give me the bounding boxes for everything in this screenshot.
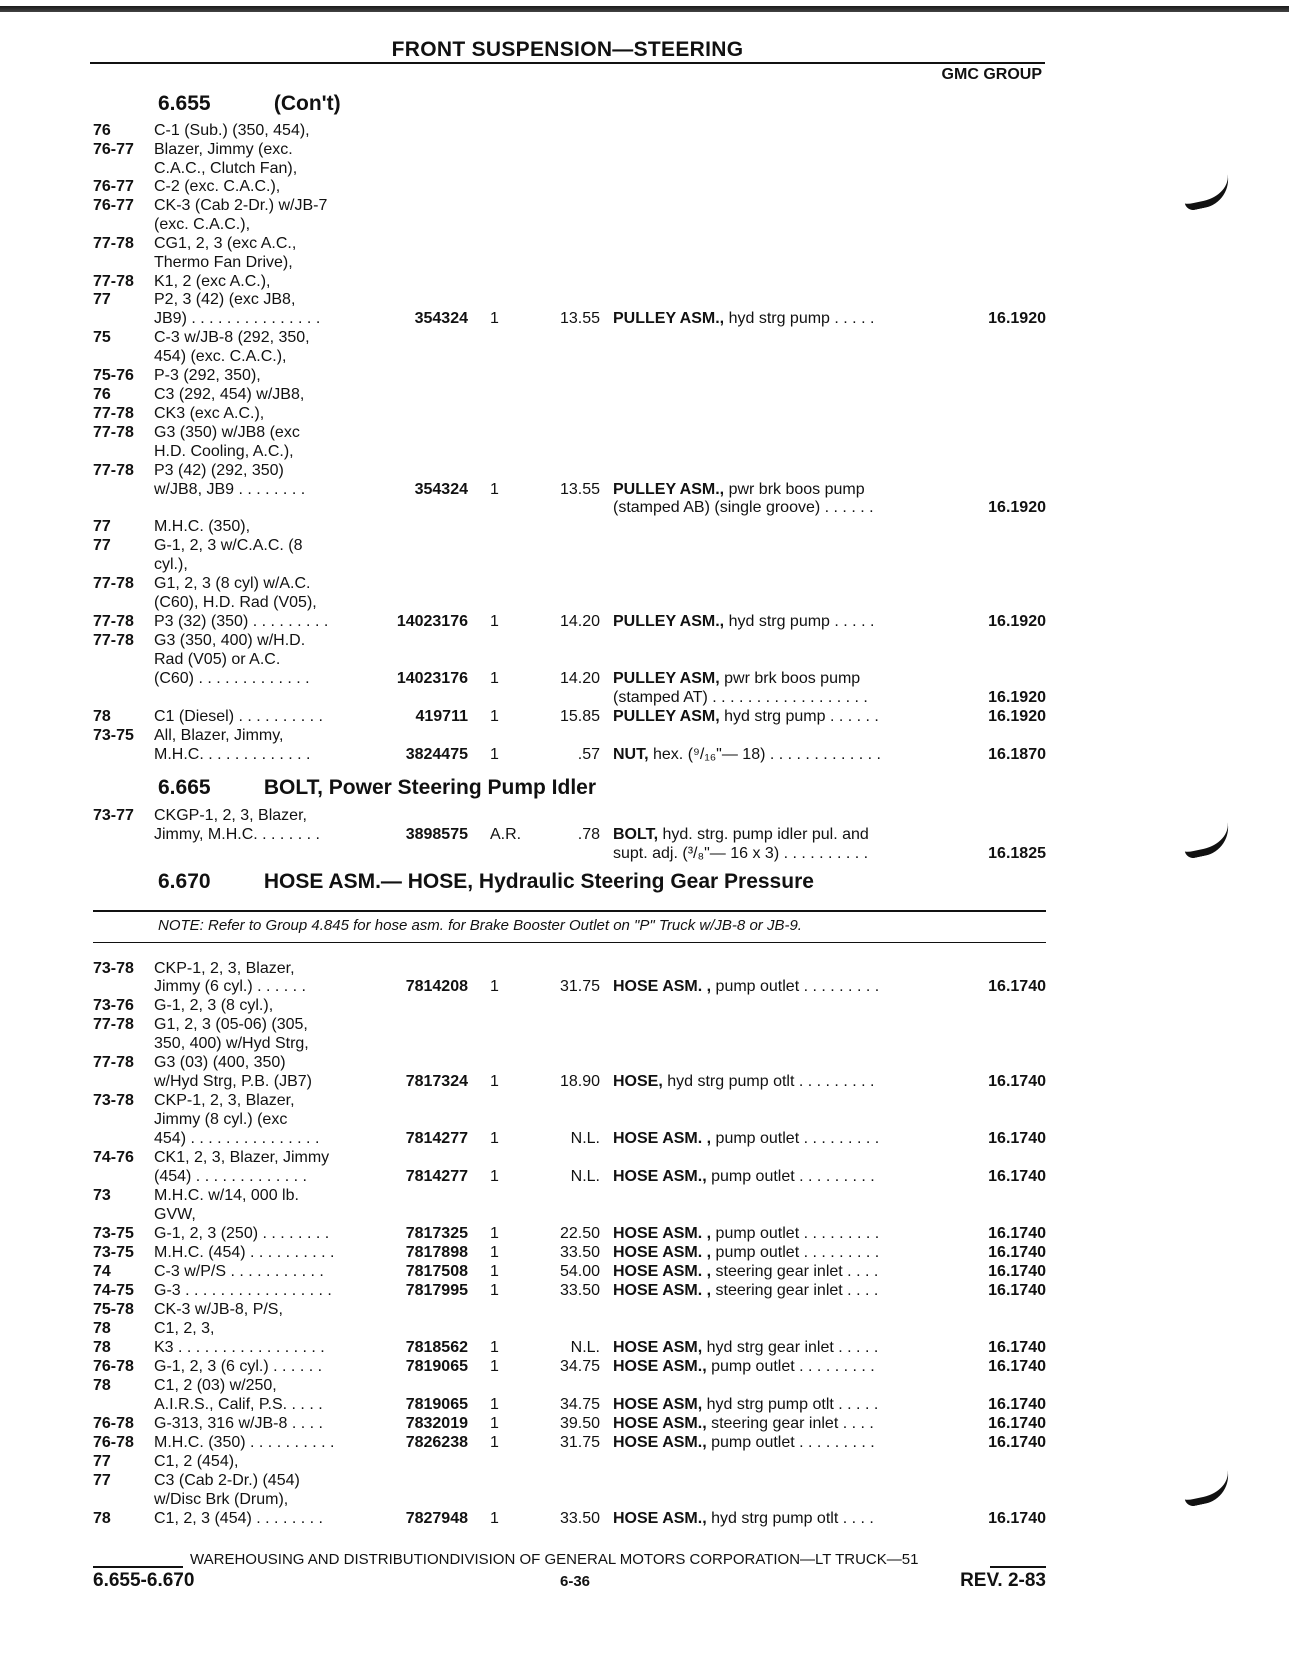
quantity: 1 [490, 1168, 499, 1185]
application: C1, 2, 3, [154, 1320, 215, 1337]
application: M.H.C. (350), [154, 518, 251, 535]
description [613, 1243, 879, 1262]
group-code: 16.1740 [988, 978, 1046, 995]
description-detail: hyd strg pump . . . . . [724, 310, 875, 327]
description [613, 480, 865, 499]
model-years: 77-78 [93, 1016, 134, 1033]
group-code: 16.1740 [988, 1130, 1046, 1147]
description-detail: hyd strg pump . . . . . [724, 613, 875, 630]
footer-revision: REV. 2-83 [960, 1570, 1046, 1591]
application: C.A.C., Clutch Fan), [154, 160, 298, 177]
description-detail: hyd strg pump otlt . . . . . . . . . [662, 1073, 875, 1090]
part-number: 419711 [415, 708, 468, 725]
quantity: 1 [490, 746, 499, 763]
model-years: 77 [93, 537, 111, 554]
quantity: 1 [490, 708, 499, 725]
application: Jimmy, M.H.C. . . . . . . . [154, 826, 320, 843]
part-number: 7818562 [405, 1339, 468, 1356]
quantity: 1 [490, 670, 499, 687]
part-number: 7817508 [405, 1263, 468, 1280]
group-code: 16.1740 [988, 1358, 1046, 1375]
model-years: 77-78 [93, 273, 134, 290]
binder-hole-mark [1181, 821, 1234, 859]
group-label: GMC GROUP [941, 66, 1042, 83]
application: All, Blazer, Jimmy, [154, 727, 284, 744]
group-code: 16.1740 [988, 1225, 1046, 1242]
quantity: 1 [490, 613, 499, 630]
group-code: 16.1740 [988, 1282, 1046, 1299]
price: 13.55 [559, 481, 600, 498]
application: G-1, 2, 3 (250) . . . . . . . . [154, 1225, 330, 1242]
part-number: 7826238 [405, 1434, 468, 1451]
application: G-1, 2, 3 (6 cyl.) . . . . . . [154, 1358, 323, 1375]
group-code: 16.1920 [988, 708, 1046, 725]
application: M.H.C. (350) . . . . . . . . . . [154, 1434, 335, 1451]
quantity: 1 [490, 1282, 499, 1299]
footer-section-range: 6.655-6.670 [93, 1570, 195, 1591]
application: CKP-1, 2, 3, Blazer, [154, 1092, 295, 1109]
model-years: 73-78 [93, 960, 134, 977]
model-years: 77-78 [93, 1054, 134, 1071]
model-years: 74-76 [93, 1149, 134, 1166]
section-number: 6.670 [158, 870, 211, 893]
description [613, 1395, 878, 1414]
application: C-3 w/P/S . . . . . . . . . . . [154, 1263, 324, 1280]
model-years: 76-78 [93, 1434, 134, 1451]
part-number: 354324 [414, 481, 468, 498]
price: 31.75 [559, 1434, 600, 1451]
model-years: 73-76 [93, 997, 134, 1014]
application: C-3 w/JB-8 (292, 350, [154, 329, 310, 346]
description-detail: (stamped AT) . . . . . . . . . . . . . . . . . . [613, 689, 868, 706]
note-text: NOTE: Refer to Group 4.845 for hose asm. for Brake Booster Outlet on "P" Truck w/JB-8 or JB-9. [158, 917, 802, 934]
binder-hole-mark [1181, 173, 1234, 211]
application: G3 (350, 400) w/H.D. [154, 632, 306, 649]
quantity: 1 [490, 1130, 499, 1147]
price: 15.85 [559, 708, 600, 725]
model-years: 77 [93, 291, 111, 308]
application: (exc. C.A.C.), [154, 216, 251, 233]
part-number: 7819065 [405, 1396, 468, 1413]
application: H.D. Cooling, A.C.), [154, 443, 294, 460]
application: K1, 2 (exc A.C.), [154, 273, 271, 290]
application: JB9) . . . . . . . . . . . . . . . [154, 310, 321, 327]
description [613, 745, 881, 764]
description-detail: pump outlet . . . . . . . . . [711, 1130, 880, 1147]
description-detail: pump outlet . . . . . . . . . [711, 1225, 880, 1242]
description-name: HOSE ASM, [613, 1339, 703, 1356]
description [613, 688, 868, 707]
application: P2, 3 (42) (exc JB8, [154, 291, 296, 308]
quantity: 1 [490, 310, 499, 327]
application: C3 (292, 454) w/JB8, [154, 386, 305, 403]
application: M.H.C. w/14, 000 lb. [154, 1187, 299, 1204]
model-years: 78 [93, 1510, 111, 1527]
model-years: 77-78 [93, 462, 134, 479]
description [613, 1167, 875, 1186]
part-number: 14023176 [396, 670, 468, 687]
part-number: 3898575 [405, 826, 468, 843]
description-detail: (stamped AB) (single groove) . . . . . . [613, 499, 874, 516]
model-years: 75 [93, 329, 111, 346]
description-name: HOSE ASM. , [613, 1130, 712, 1147]
description-detail: hyd strg pump . . . . . . [719, 708, 879, 725]
model-years: 76-78 [93, 1358, 134, 1375]
description-detail: pump outlet . . . . . . . . . [706, 1358, 875, 1375]
part-number: 3824475 [405, 746, 468, 763]
section-title: (Con't) [273, 92, 341, 115]
part-number: 14023176 [396, 613, 468, 630]
price: N.L. [570, 1339, 600, 1356]
description-detail: steering gear inlet . . . . [711, 1263, 879, 1280]
price: 14.20 [559, 670, 600, 687]
model-years: 73-78 [93, 1092, 134, 1109]
group-code: 16.1920 [988, 613, 1046, 630]
group-code: 16.1825 [988, 845, 1046, 862]
description [613, 1338, 878, 1357]
application: A.I.R.S., Calif, P.S. . . . . [154, 1396, 323, 1413]
description-detail: pump outlet . . . . . . . . . [711, 978, 880, 995]
application: cyl.), [154, 556, 188, 573]
footer-page-number: 6-36 [560, 1573, 591, 1590]
description-name: HOSE ASM., [613, 1415, 707, 1432]
group-code: 16.1740 [988, 1244, 1046, 1261]
description [613, 1129, 879, 1148]
description-name: BOLT, [613, 826, 659, 843]
price: 34.75 [559, 1358, 600, 1375]
description-name: HOSE ASM., [613, 1168, 707, 1185]
price: 31.75 [559, 978, 600, 995]
note-top-rule [93, 910, 1046, 912]
model-years: 75-78 [93, 1301, 134, 1318]
price: 33.50 [559, 1244, 600, 1261]
quantity: 1 [490, 1510, 499, 1527]
title-rule [90, 62, 1045, 64]
price: 22.50 [559, 1225, 600, 1242]
model-years: 74-75 [93, 1282, 134, 1299]
note-bottom-rule [93, 942, 1046, 943]
model-years: 78 [93, 708, 111, 725]
section-title: BOLT, Power Steering Pump Idler [263, 776, 597, 799]
application: Rad (V05) or A.C. [154, 651, 281, 668]
application: Blazer, Jimmy (exc. [154, 141, 293, 158]
application: Jimmy (8 cyl.) (exc [154, 1111, 288, 1128]
description-detail: hyd strg pump otlt . . . . . [702, 1396, 879, 1413]
description [613, 844, 868, 863]
model-years: 73-75 [93, 1244, 134, 1261]
group-code: 16.1920 [988, 310, 1046, 327]
group-code: 16.1740 [988, 1434, 1046, 1451]
group-code: 16.1740 [988, 1510, 1046, 1527]
description-name: HOSE ASM., [613, 1434, 707, 1451]
model-years: 77 [93, 1472, 111, 1489]
application: CK-3 (Cab 2-Dr.) w/JB-7 [154, 197, 328, 214]
quantity: 1 [490, 481, 499, 498]
model-years: 73-75 [93, 1225, 134, 1242]
description [613, 825, 869, 844]
part-number: 7814277 [405, 1130, 468, 1147]
description-name: HOSE, [613, 1073, 663, 1090]
part-number: 7817995 [405, 1282, 468, 1299]
quantity: 1 [490, 1339, 499, 1356]
model-years: 76-77 [93, 178, 134, 195]
description-name: PULLEY ASM., [613, 613, 725, 630]
description-name: HOSE ASM. , [613, 1244, 712, 1261]
part-number: 7817325 [405, 1225, 468, 1242]
group-code: 16.1740 [988, 1339, 1046, 1356]
footer-rule-right [990, 1566, 1046, 1568]
description-name: PULLEY ASM., [613, 481, 725, 498]
application: G3 (350) w/JB8 (exc [154, 424, 300, 441]
model-years: 77-78 [93, 575, 134, 592]
description-name: NUT, [613, 746, 649, 763]
application: C-1 (Sub.) (350, 454), [154, 122, 310, 139]
model-years: 76 [93, 386, 111, 403]
application: CK-3 w/JB-8, P/S, [154, 1301, 283, 1318]
group-code: 16.1740 [988, 1263, 1046, 1280]
application: (C60) . . . . . . . . . . . . . [154, 670, 310, 687]
application: CK1, 2, 3, Blazer, Jimmy [154, 1149, 330, 1166]
model-years: 76-77 [93, 141, 134, 158]
description-detail: hyd. strg. pump idler pul. and [658, 826, 869, 843]
description-name: HOSE ASM. , [613, 1225, 712, 1242]
application: C-2 (exc. C.A.C.), [154, 178, 281, 195]
model-years: 76-77 [93, 197, 134, 214]
group-code: 16.1740 [988, 1073, 1046, 1090]
model-years: 77-78 [93, 424, 134, 441]
quantity: 1 [490, 1415, 499, 1432]
application: C3 (Cab 2-Dr.) (454) [154, 1472, 300, 1489]
price: 33.50 [559, 1282, 600, 1299]
description-name: HOSE ASM. , [613, 1263, 712, 1280]
price: 33.50 [559, 1510, 600, 1527]
model-years: 76-78 [93, 1415, 134, 1432]
price: 14.20 [559, 613, 600, 630]
description [613, 1509, 874, 1528]
application: (454) . . . . . . . . . . . . . [154, 1168, 307, 1185]
application: w/Disc Brk (Drum), [154, 1491, 289, 1508]
description-detail: pwr brk boos pump [719, 670, 861, 687]
quantity: A.R. [490, 826, 522, 843]
description [613, 309, 874, 328]
part-number: 7832019 [405, 1415, 468, 1432]
application: CKP-1, 2, 3, Blazer, [154, 960, 295, 977]
model-years: 77-78 [93, 235, 134, 252]
description [613, 1357, 875, 1376]
description-detail: pump outlet . . . . . . . . . [706, 1434, 875, 1451]
part-number: 354324 [414, 310, 468, 327]
model-years: 76 [93, 122, 111, 139]
description [613, 1433, 875, 1452]
model-years: 77-78 [93, 405, 134, 422]
description [613, 1072, 874, 1091]
application: G1, 2, 3 (05-06) (305, [154, 1016, 308, 1033]
description-detail: hex. (⁹/₁₆"— 18) . . . . . . . . . . . . . [648, 746, 881, 763]
price: .78 [577, 826, 600, 843]
quantity: 1 [490, 978, 499, 995]
description-detail: hyd strg gear inlet . . . . . [702, 1339, 879, 1356]
group-code: 16.1920 [988, 689, 1046, 706]
description-name: HOSE ASM. , [613, 1282, 712, 1299]
application: Thermo Fan Drive), [154, 254, 293, 271]
model-years: 78 [93, 1320, 111, 1337]
description-detail: pump outlet . . . . . . . . . [706, 1168, 875, 1185]
model-years: 73-77 [93, 807, 134, 824]
description-name: HOSE ASM, [613, 1396, 703, 1413]
quantity: 1 [490, 1244, 499, 1261]
application: Jimmy (6 cyl.) . . . . . . [154, 978, 306, 995]
description [613, 1262, 878, 1281]
price: 39.50 [559, 1415, 600, 1432]
part-number: 7814208 [405, 978, 468, 995]
application: C1, 2 (03) w/250, [154, 1377, 277, 1394]
description-detail: steering gear inlet . . . . [711, 1282, 879, 1299]
description [613, 669, 860, 688]
model-years: 77-78 [93, 632, 134, 649]
model-years: 75-76 [93, 367, 134, 384]
application: M.H.C. . . . . . . . . . . . . [154, 746, 311, 763]
application: 454) . . . . . . . . . . . . . . . [154, 1130, 320, 1147]
group-code: 16.1740 [988, 1415, 1046, 1432]
group-code: 16.1920 [988, 499, 1046, 516]
application: G1, 2, 3 (8 cyl) w/A.C. [154, 575, 311, 592]
price: 34.75 [559, 1396, 600, 1413]
description-name: HOSE ASM. , [613, 978, 712, 995]
price: N.L. [570, 1130, 600, 1147]
price: .57 [577, 746, 600, 763]
price: 13.55 [559, 310, 600, 327]
model-years: 73 [93, 1187, 111, 1204]
section-heading-6670 [158, 870, 814, 894]
part-number: 7819065 [405, 1358, 468, 1375]
description [613, 1414, 874, 1433]
application: 350, 400) w/Hyd Strg, [154, 1035, 309, 1052]
description [613, 1224, 879, 1243]
application: C1, 2, 3 (454) . . . . . . . . [154, 1510, 323, 1527]
application: G3 (03) (400, 350) [154, 1054, 286, 1071]
application: K3 . . . . . . . . . . . . . . . . . [154, 1339, 325, 1356]
part-number: 7817898 [405, 1244, 468, 1261]
model-years: 73-75 [93, 727, 134, 744]
application: G-1, 2, 3 (8 cyl.), [154, 997, 274, 1014]
price: N.L. [570, 1168, 600, 1185]
application: P-3 (292, 350), [154, 367, 261, 384]
application: GVW, [154, 1206, 196, 1223]
description-name: PULLEY ASM, [613, 670, 720, 687]
quantity: 1 [490, 1434, 499, 1451]
description [613, 1281, 878, 1300]
group-code: 16.1740 [988, 1168, 1046, 1185]
application: w/Hyd Strg, P.B. (JB7) [154, 1073, 312, 1090]
application: G-1, 2, 3 w/C.A.C. (8 [154, 537, 303, 554]
quantity: 1 [490, 1225, 499, 1242]
price: 18.90 [559, 1073, 600, 1090]
description-detail: supt. adj. (³/₈"— 16 x 3) . . . . . . . . . . [613, 845, 869, 862]
section-title: HOSE ASM.— HOSE, Hydraulic Steering Gear Pressure [263, 870, 814, 893]
application: C1, 2 (454), [154, 1453, 239, 1470]
description-detail: pump outlet . . . . . . . . . [711, 1244, 880, 1261]
description-detail: pwr brk boos pump [724, 481, 865, 498]
group-code: 16.1870 [988, 746, 1046, 763]
application: CKGP-1, 2, 3, Blazer, [154, 807, 307, 824]
model-years: 77 [93, 1453, 111, 1470]
model-years: 77 [93, 518, 111, 535]
application: C1 (Diesel) . . . . . . . . . . [154, 708, 323, 725]
application: P3 (42) (292, 350) [154, 462, 284, 479]
application: G-313, 316 w/JB-8 . . . . [154, 1415, 323, 1432]
description [613, 977, 879, 996]
group-code: 16.1740 [988, 1396, 1046, 1413]
top-edge-bar [0, 6, 1289, 12]
description [613, 612, 874, 631]
model-years: 74 [93, 1263, 111, 1280]
application: CK3 (exc A.C.), [154, 405, 265, 422]
description-name: PULLEY ASM., [613, 310, 725, 327]
binder-hole-mark [1181, 1469, 1234, 1507]
price: 54.00 [559, 1263, 600, 1280]
quantity: 1 [490, 1358, 499, 1375]
application: P3 (32) (350) . . . . . . . . . [154, 613, 329, 630]
application: G-3 . . . . . . . . . . . . . . . . . [154, 1282, 332, 1299]
section-number: 6.665 [158, 776, 211, 799]
model-years: 78 [93, 1377, 111, 1394]
model-years: 77-78 [93, 613, 134, 630]
model-years: 78 [93, 1339, 111, 1356]
description-name: HOSE ASM., [613, 1358, 707, 1375]
section-heading-6655 [158, 92, 341, 116]
quantity: 1 [490, 1396, 499, 1413]
part-number: 7814277 [405, 1168, 468, 1185]
page-title: FRONT SUSPENSION—STEERING [391, 38, 744, 61]
application: 454) (exc. C.A.C.), [154, 348, 287, 365]
description [613, 498, 874, 517]
section-number: 6.655 [158, 92, 211, 115]
part-number: 7827948 [405, 1510, 468, 1527]
application: w/JB8, JB9 . . . . . . . . [154, 481, 306, 498]
quantity: 1 [490, 1073, 499, 1090]
footer-publisher: WAREHOUSING AND DISTRIBUTIONDIVISION OF GENERAL MOTORS CORPORATION—LT TRUCK—51 [190, 1551, 919, 1568]
footer-rule-left [93, 1566, 183, 1568]
description [613, 707, 879, 726]
quantity: 1 [490, 1263, 499, 1280]
part-number: 7817324 [405, 1073, 468, 1090]
section-heading-6665 [158, 776, 596, 800]
description-detail: hyd strg pump otlt . . . . [706, 1510, 874, 1527]
application: M.H.C. (454) . . . . . . . . . . [154, 1244, 335, 1261]
description-name: PULLEY ASM, [613, 708, 720, 725]
application: CG1, 2, 3 (exc A.C., [154, 235, 297, 252]
description-name: HOSE ASM., [613, 1510, 707, 1527]
application: (C60), H.D. Rad (V05), [154, 594, 317, 611]
description-detail: steering gear inlet . . . . [706, 1415, 874, 1432]
